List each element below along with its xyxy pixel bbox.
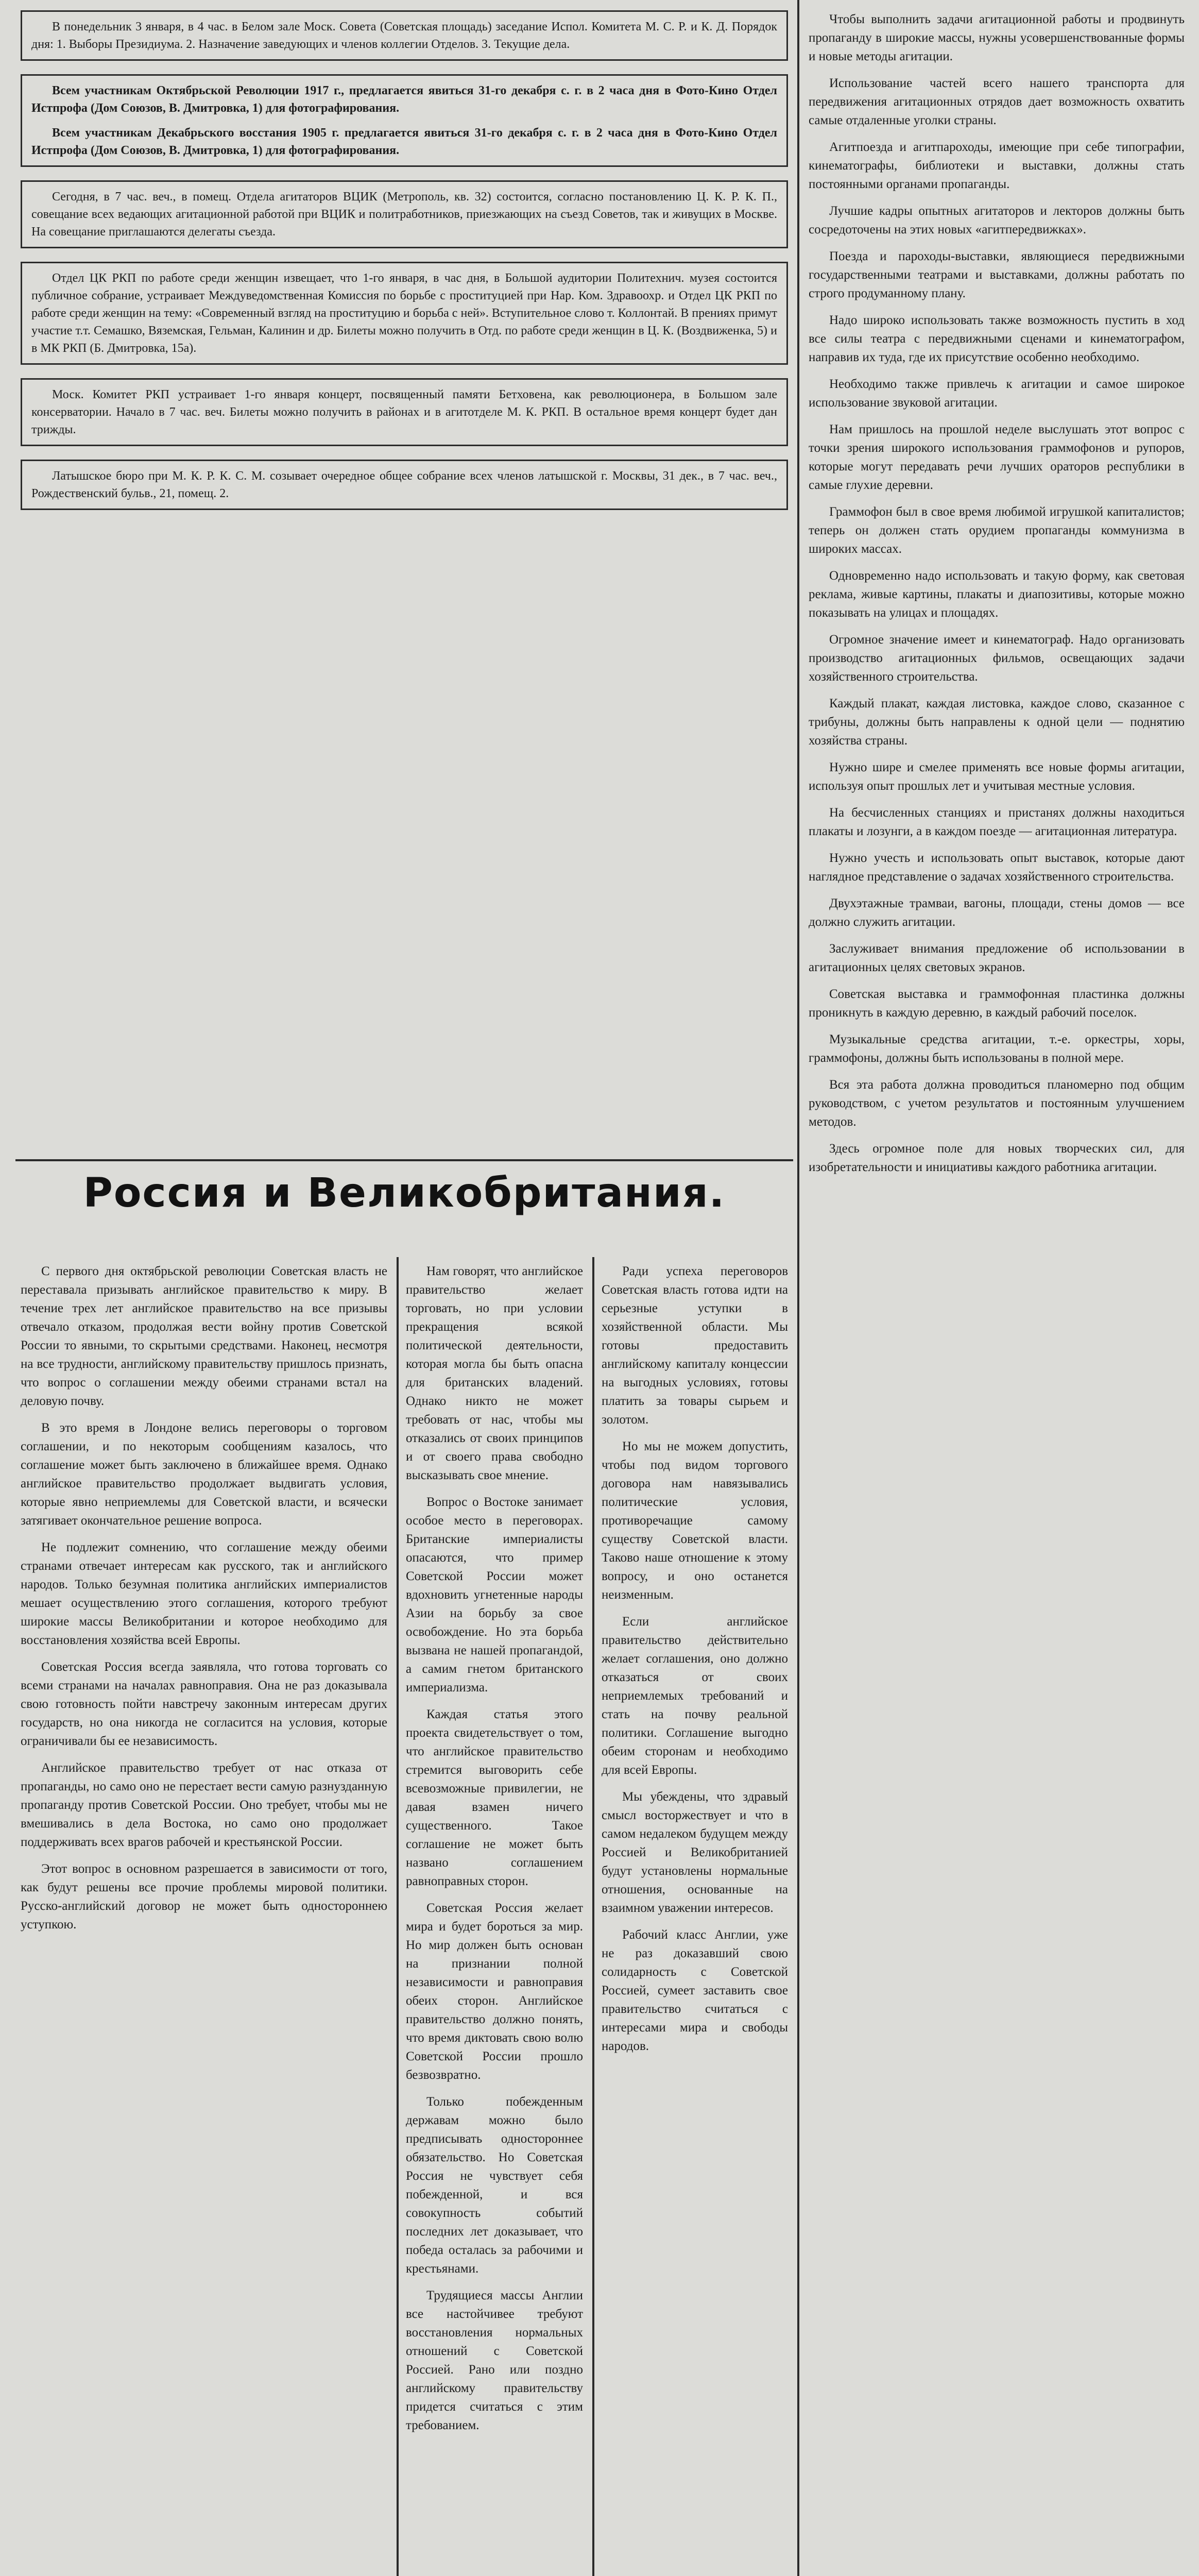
rule-above-headline-1: [15, 1159, 793, 1161]
notice-text: Отдел ЦК РКП по работе среди женщин извещает, что 1-го января, в час дня, в Большой аудитории Политехнич. музея состоится публичное собрание, устраивает Междуведомственная Комиссия по борьбе с проституцией при Нар. Ком. Здравоохр. и Отдел ЦК РКП по работе среди женщин на тему: «Современный взгляд на проституцию и борьба с ней». Вступительное слово т. Коллонтай. В прениях примут участие т.т. Семашко, Вяземская, Гельман, Калинин и др. Билеты можно получить в Отд. по работе среди женщин в Ц. К. (Воздвиженка, 5) и в МК РКП (Б. Дмитровка, 15а).: [31, 272, 777, 355]
paragraph: Ради успеха переговоров Советская власть готова идти на серьезные уступки в хозяйственной области. Мы готовы предоставить английскому капиталу концессии на выгодных условиях, готовы платить за товары сырьем и золотом.: [602, 1264, 788, 1427]
paragraph: Советская Россия всегда заявляла, что готова торговать со всеми странами на началах равноправия. Она не раз доказывала свою готовность пойти навстречу законным интересам других государств, но она никогда не согласится на условия, которые ограничивали бы ее независимость.: [21, 1660, 387, 1748]
paragraph: Использование частей всего нашего транспорта для передвижения агитационных отрядов дает возможность охватить самые отдаленные уголки страны.: [809, 76, 1185, 127]
article1-col-1: [21, 1262, 387, 2576]
paragraph: Чтобы выполнить задачи агитационной работы и продвинуть пропаганду в широкие массы, нужны усовершенствованные формы и новые методы агитации.: [809, 12, 1185, 63]
notice-text: Моск. Комитет РКП устраивает 1-го января концерт, посвященный памяти Бетховена, как революционера, в Большом зале консерватории. Начало в 7 час. веч. Билеты можно получить в районах и в агитотделе М. К. РКП. В остальное время концерт будет дан трижды.: [31, 388, 777, 436]
notice-text: Всем участникам Декабрьского восстания 1905 г. предлагается явиться 31-го декабря с. г. в 2 часа дня в Фото-Кино Отдел Истпрофа (Дом Союзов, В. Дмитровка, 1) для фотографирования.: [31, 126, 777, 157]
paragraph: Необходимо также привлечь к агитации и самое широкое использование звуковой агитации.: [809, 377, 1185, 410]
notice-box-4: [21, 262, 788, 365]
article1-title: Россия и Великобритания.: [83, 1170, 726, 1216]
paragraph: Надо широко использовать также возможность пустить в ход все силы театра с передвижными сценами и кинематографом, направив их туда, где их присутствие особенно необходимо.: [809, 313, 1185, 364]
paragraph: Огромное значение имеет и кинематограф. Надо организовать производство агитационных фильмов, освещающих задачи хозяйственного строительства.: [809, 633, 1185, 684]
paragraph: Этот вопрос в основном разрешается в зависимости от того, как будут решены все прочие проблемы мировой политики. Русско-английский договор не может быть одностороннею уступкою.: [21, 1862, 387, 1931]
paragraph: Вся эта работа должна проводиться планомерно под общим руководством, с учетом результатов и постоянным улучшением методов.: [809, 1078, 1185, 1129]
paragraph: Но мы не можем допустить, чтобы под видом торгового договора нам навязывались политические условия, противоречащие самому существу Советской власти. Таково наше отношение к этому вопросу, и оно останется неизменным.: [602, 1439, 788, 1602]
paragraph: Не подлежит сомнению, что соглашение между обеими странами отвечает интересам как русского, так и английского народов. Только безумная политика английских империалистов мешает осуществлению этого соглашения, которого требуют широкие массы Великобритании и которое необходимо для восстановления хозяйства всей Европы.: [21, 1540, 387, 1647]
paragraph: На бесчисленных станциях и пристанях должны находиться плакаты и лозунги, а в каждом поезде — агитационная литература.: [809, 806, 1185, 838]
article1-header: [21, 1170, 788, 1252]
paragraph: Трудящиеся массы Англии все настойчивее требуют восстановления нормальных отношений с Советской Россией. Рано или поздно английскому правительству придется считаться с этим требованием.: [406, 2289, 583, 2432]
paragraph: В это время в Лондоне велись переговоры о торговом соглашении, и по некоторым сообщениям казалось, что соглашение может быть заключено в ближайшее время. Однако английское правительство продолжает выдвигать условия, которые явно неприемлемы для Советской власти, и всячески затягивает окончательное решение вопроса.: [21, 1421, 387, 1528]
paragraph: Рабочий класс Англии, уже не раз доказавший свою солидарность с Советской Россией, сумеет заставить свое правительство считаться с интересами мира и свободы народов.: [602, 1928, 788, 2053]
paragraph: Двухэтажные трамваи, вагоны, площади, стены домов — все должно служить агитации.: [809, 896, 1185, 929]
column-rule-main: [797, 0, 799, 2576]
paragraph: Лучшие кадры опытных агитаторов и лекторов должны быть сосредоточены на этих новых «агитпередвижках».: [809, 204, 1185, 236]
paragraph: Здесь огромное поле для новых творческих сил, для изобретательности и инициативы каждого работника агитации.: [809, 1142, 1185, 1174]
paragraph: Вопрос о Востоке занимает особое место в переговорах. Британские империалисты опасаются, что пример Советской России может вдохновить угнетенные народы Азии на борьбу за свое освобождение. Но эта борьба вызвана не нашей пропагандой, а самим гнетом британского империализма.: [406, 1495, 583, 1694]
paragraph: Нужно шире и смелее применять все новые формы агитации, используя опыт прошлых лет и учитывая местные условия.: [809, 760, 1185, 793]
paragraph: Если английское правительство действительно желает соглашения, оно должно отказаться от своих неприемлемых требований и стать на почву реальной политики. Соглашение выгодно обеим сторонам и необходимо для всей Европы.: [602, 1615, 788, 1777]
notice-box-5: [21, 378, 788, 446]
paragraph: Граммофон был в свое время любимой игрушкой капиталистов; теперь он должен стать орудием пропаганды коммунизма в широких массах.: [809, 505, 1185, 556]
paragraph: Нам пришлось на прошлой неделе выслушать этот вопрос с точки зрения широкого использования граммофонов и рупоров, которые могут передавать речи лучших ораторов республики в самые глухие деревни.: [809, 422, 1185, 492]
paragraph: С первого дня октябрьской революции Советская власть не переставала призывать английское правительство к миру. В течение трех лет английское правительство на все призывы отвечало отказом, продолжая вести войну против Советской России то явными, то скрытыми средствами. Наконец, несмотря на все трудности, английскому правительству пришлось признать, что вопрос о соглашении между обеими странами встал на деловую почву.: [21, 1264, 387, 1408]
paragraph: Поезда и пароходы-выставки, являющиеся передвижными государственными театрами и выставками, должны работать по строго продуманному плану.: [809, 249, 1185, 300]
notice-box-2: [21, 74, 788, 167]
notice-text: В понедельник 3 января, в 4 час. в Белом зале Моск. Совета (Советская площадь) заседание Испол. Комитета М. С. Р. и К. Д. Порядок дня: 1. Выборы Президиума. 2. Назначение заведующих и членов коллегии Отделов. 3. Текущие дела.: [31, 20, 777, 51]
column-rule-lower-2: [592, 1257, 594, 2576]
paragraph: Нужно учесть и использовать опыт выставок, которые дают наглядное представление о задачах хозяйственного строительства.: [809, 851, 1185, 884]
notice-text: Латышское бюро при М. К. Р. К. С. М. созывает очередное общее собрание всех членов латышской г. Москвы, 31 дек., в 7 час. веч., Рождественский бульв., 21, помещ. 2.: [31, 469, 777, 500]
paragraph: Одновременно надо использовать и такую форму, как световая реклама, живые картины, плакаты и диапозитивы, которые можно показывать на улицах и площадях.: [809, 569, 1185, 620]
notice-box-6: [21, 460, 788, 510]
paragraph: Нам говорят, что английское правительство желает торговать, но при условии прекращения всякой политической деятельности, которая могла бы быть опасна для британских владений. Однако никто не может требовать от нас, чтобы мы отказались от своих принципов и от своего права свободно высказывать свое мнение.: [406, 1264, 583, 1482]
paragraph: Каждая статья этого проекта свидетельствует о том, что английское правительство стремится выговорить себе всевозможные привилегии, не давая взамен ничего существенного. Такое соглашение не может быть названо соглашением равноправных сторон.: [406, 1707, 583, 1888]
right-column: [809, 10, 1185, 2576]
paragraph: Советская выставка и граммофонная пластинка должны проникнуть в каждую деревню, в каждый рабочий поселок.: [809, 987, 1185, 1020]
paragraph: Заслуживает внимания предложение об использовании в агитационных целях световых экранов.: [809, 942, 1185, 974]
paragraph: Агитпоезда и агитпароходы, имеющие при себе типографии, кинематографы, библиотеки и выставки, должны стать постоянными органами пропаганды.: [809, 140, 1185, 191]
notice-text: Всем участникам Октябрьской Революции 1917 г., предлагается явиться 31-го декабря с. г. в 2 часа дня в Фото-Кино Отдел Истпрофа (Дом Союзов, В. Дмитровка, 1) для фотографирования.: [31, 84, 777, 115]
paragraph: Мы убеждены, что здравый смысл восторжествует и что в самом недалеком будущем между Россией и Великобританией будут установлены нормальные отношения, основанные на взаимном уважении интересов.: [602, 1790, 788, 1915]
paragraph: Каждый плакат, каждая листовка, каждое слово, сказанное с трибуны, должны быть направлены к одной цели — поднятию хозяйства страны.: [809, 697, 1185, 748]
notice-box-1: [21, 10, 788, 61]
paragraph: Музыкальные средства агитации, т.-е. оркестры, хоры, граммофоны, должны быть использованы в полной мере.: [809, 1032, 1185, 1065]
paragraph: Советская Россия желает мира и будет бороться за мир. Но мир должен быть основан на признании полной независимости и равноправия обеих сторон. Английское правительство должно понять, что время диктовать свою волю Советской России прошло безвозвратно.: [406, 1901, 583, 2082]
notices-area: [21, 10, 788, 1154]
notice-box-3: [21, 180, 788, 248]
paragraph: Только побежденным державам можно было предписывать одностороннее обязательство. Но Советская Россия не чувствует себя побежденной, и вся совокупность событий последних лет доказывает, что победа осталась за рабочими и крестьянами.: [406, 2095, 583, 2276]
paragraph: Английское правительство требует от нас отказа от пропаганды, но само оно не перестает вести самую разнузданную пропаганду против Советской России. Оно требует, чтобы мы не вмешивались в дела Востока, но само оно продолжает поддерживать всех врагов рабочей и крестьянской России.: [21, 1761, 387, 1849]
column-rule-lower: [397, 1257, 399, 2576]
article1-col-2: [406, 1262, 583, 2576]
article1-col-3: [602, 1262, 788, 2576]
notice-text: Сегодня, в 7 час. веч., в помещ. Отдела агитаторов ВЦИК (Метрополь, кв. 32) состоится, согласно постановлению Ц. К. Р. К. П., совещание всех ведающих агитационной работой при ВЦИК и политработников, приезжающих на съезд Советов, так и живущих в Москве. На совещание приглашаются делегаты съезда.: [31, 190, 777, 239]
